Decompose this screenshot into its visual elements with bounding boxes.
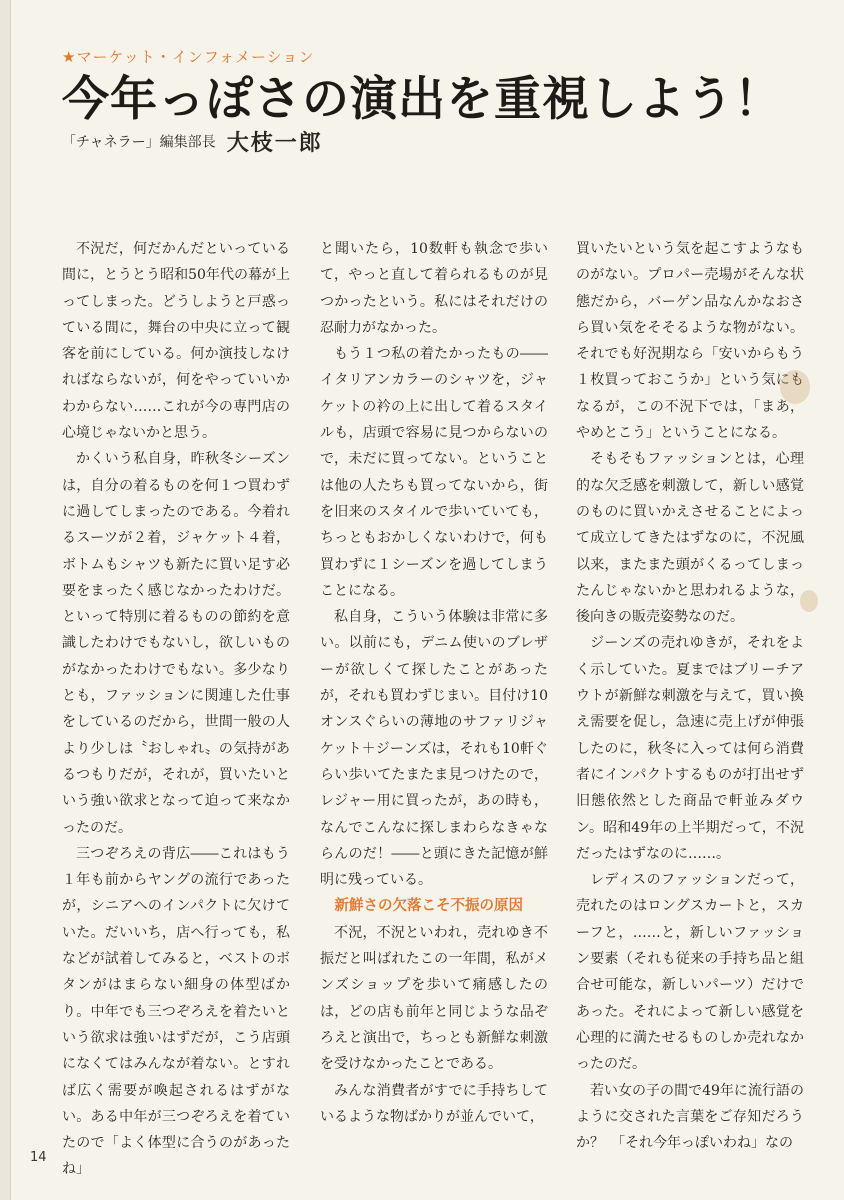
section-subheading: 新鮮さの欠落こそ不振の原因 <box>334 898 523 915</box>
paragraph: もう１つ私の着たかったもの――イタリアンカラーのシャツを，ジャケットの衿の上に出して着るスタイルも，店頭で容易に見つからないので，未だに買ってない。ということは他の人たちも買ってないから，街を旧来のスタイルで歩いていても，ちっともおかしくないわけで，何も買わずに１シーズンを過してしまうことになる。 <box>320 346 548 599</box>
text-column-2 <box>320 236 548 1130</box>
paragraph: 不況，不況といわれ，売れゆき不振だと叫ばれたこの一年間，私がメンズショップを歩いて痛感したのは，どの店も前年と同じような品ぞろえと演出で，ちっとも新鮮な刺激を受けなかったことである。 <box>320 924 548 1073</box>
paragraph: かくいう私自身，昨秋冬シーズンは，自分の着るものを何１つ買わずに過してしまったのである。今着れるスーツが２着，ジャケット４着，ボトムもシャツも新たに買い足す必要をまったく感じなかったわけだ。といって特別に着るものの節約を意識したわけでもないし，欲しいものがなかったわけでもない。多少なりとも，ファッションに関連した仕事をしているのだから，世間一般の人より少しは〝おしゃれ〟の気持があるつもりだが，それが，買いたいという強い欲求となって迫って来なかったのだ。 <box>62 451 290 836</box>
section-kicker: ★マーケット・インフォメーション <box>62 48 315 66</box>
paragraph: みんな消費者がすでに手持ちしているような物ばかりが並んでいて， <box>320 1082 548 1125</box>
paragraph: そもそもファッションとは，心理的な欠乏感を刺激して，新しい感覚のものに買いかえさせることによって成立してきたはずなのに，不況風以来，またまた頭がくるってしまったんじゃないかと思われるような，後向きの販売姿勢なのだ。 <box>576 451 804 626</box>
paragraph: 三つぞろえの背広――これはもう１年も前からヤングの流行であったが，シニアへのインパクトに欠けていた。だいいち，店へ行っても，私などが試着してみると，ベストのボタンがはまらない細身の体型ばかり。中年でも三つぞろえを着たいという欲求は強いはずだが，こう店頭になくてはみんなが着ない。とすれば広く需要が喚起されるはずがない。ある中年が三つぞろえを着ていたので「よく体型に合うのがあったね」 <box>62 845 290 1178</box>
paragraph: ジーンズの売れゆきが，それをよく示していた。夏まではブリーチアウトが新鮮な刺激を与えて，買い換え需要を促し，急速に売上げが伸張したのに，秋冬に入っては何ら消費者にインパクトするものが打出せず旧態依然とした商品で軒並みダウン。昭和49年の上半期だって，不況だったはずなのに……。 <box>576 635 804 862</box>
byline-role: 「チャネラー」編集部長 <box>62 134 216 151</box>
paragraph-continued: 買いたいという気を起こすようなものがない。プロパー売場がそんな状態だから，バーゲン品なんかなおさら買い気をそそるような物がない。それでも好況期なら「安いからもう１枚買っておこうか」という気にもなるが，この不況下では，「まあ，やめとこう」ということになる。 <box>576 241 804 442</box>
byline <box>62 126 323 157</box>
paper-stain <box>800 590 818 612</box>
paper-stain <box>780 370 810 404</box>
paragraph: 私自身，こういう体験は非常に多い。以前にも，デニム使いのブレザーが欲しくて探したことがあったが，それも買わずじまい。目付け10オンスぐらいの薄地のサファリジャケット＋ジーンズは，それも10軒ぐらい歩いてたまたま見つけたので，レジャー用に買ったが，あの時も，なんでこんなに探しまわらなきゃならんのだ！――と頭にきた記憶が鮮明に残っている。 <box>320 609 548 889</box>
paragraph: 若い女の子の間で49年に流行語のように交された言葉をご存知だろうか？ 「それ今年っぽいわね」なの <box>576 1082 804 1152</box>
article-headline: 今年っぽさの演出を重視しよう！ <box>62 72 782 127</box>
text-column-1 <box>62 236 290 1183</box>
paragraph-continued: と聞いたら，10数軒も執念で歩いて，やっと直して着られるものが見つかったという。私にはそれだけの忍耐力がなかった。 <box>320 241 548 336</box>
paragraph: レディスのファッションだって，売れたのはロングスカートと，スカーフと，……と，新しいファッション要素（それも従来の手持ち品と組合せ可能な，新しいパーツ）だけであった。それによって新しい感覚を心理的に満たせるものしか売れなかったのだ。 <box>576 872 804 1073</box>
page-binding-edge <box>0 0 11 1200</box>
paragraph: 不況だ，何だかんだといっている間に，とうとう昭和50年代の幕が上ってしまった。どうしようと戸惑っている間に，舞台の中央に立って観客を前にしている。何か演技しなければならないが，何をやっていいかわからない……これが今の専門店の心境じゃないかと思う。 <box>62 241 290 442</box>
author-name: 大枝一郎 <box>226 131 323 156</box>
text-column-3 <box>576 236 804 1156</box>
page-number: 14 <box>30 1150 47 1165</box>
